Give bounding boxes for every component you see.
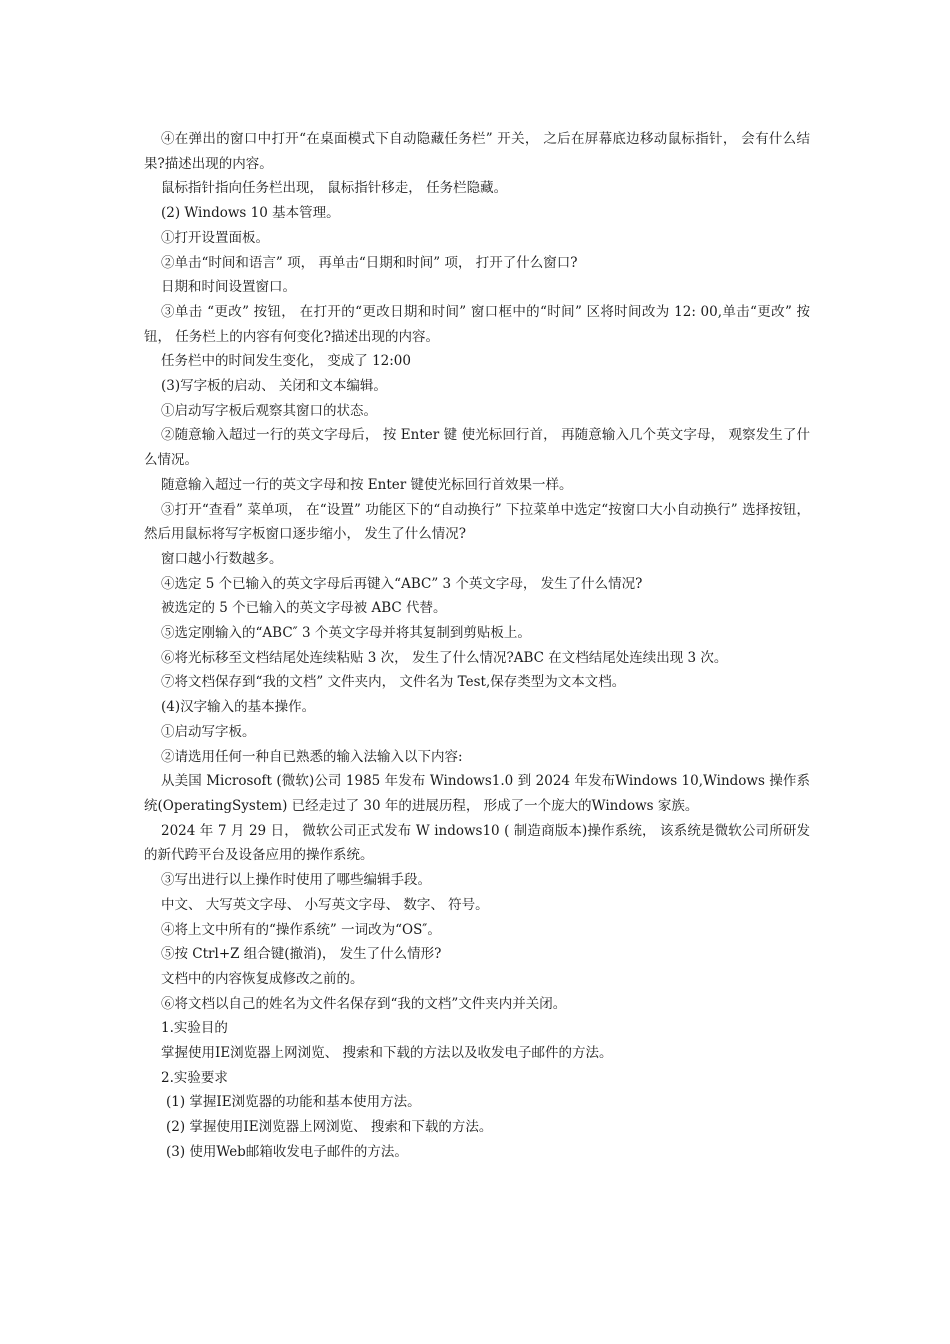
paragraph-28: ⑤按 Ctrl+Z 组合键(撤消)， 发生了什么情形? [161, 946, 442, 963]
paragraph-22: ②请选用任何一种自已熟悉的输入法输入以下内容: [161, 748, 463, 765]
paragraph-10: ①启动写字板后观察其窗口的状态。 [161, 402, 377, 419]
section-heading-2: (2) Windows 10 基本管理。 [161, 205, 340, 222]
paragraph-7: ③单击 “更改” 按钮， 在打开的“更改日期和时间” 窗口框中的“时间” 区将时间改为 12: 00,单击“更改” 按钮， 任务栏上的内容有何变化?描述出现的内容。 [144, 303, 810, 345]
paragraph-6: 日期和时间设置窗口。 [161, 279, 296, 296]
requirement-item-1: (1) 掌握IE浏览器的功能和基本使用方法。 [166, 1094, 421, 1111]
requirement-item-3: (3) 使用Web邮箱收发电子邮件的方法。 [166, 1143, 408, 1160]
paragraph-18: ⑥将光标移至文档结尾处连续粘贴 3 次， 发生了什么情况?ABC 在文档结尾处连续出现 3 次。 [161, 649, 728, 666]
paragraph-30: ⑥将文档以自己的姓名为文件名保存到“我的文档”文件夹内并关闭。 [161, 995, 567, 1012]
paragraph-1: ④在弹出的窗口中打开“在桌面模式下自动隐藏任务栏” 开关， 之后在屏幕底边移动鼠标指针， 会有什么结果?描述出现的内容。 [144, 131, 810, 172]
paragraph-32: 掌握使用IE浏览器上网浏览、 搜索和下载的方法以及收发电子邮件的方法。 [161, 1045, 613, 1062]
paragraph-25: ③写出进行以上操作时使用了哪些编辑手段。 [161, 872, 431, 889]
paragraph-19: ⑦将文档保存到“我的文档” 文件夹内， 文件名为 Test,保存类型为文本文档。 [161, 674, 626, 691]
paragraph-24: 2024 年 7 月 29 日， 微软公司正式发布 W indows10 ( 制造商版本)操作系统， 该系统是微软公司所研发的新代跨平台及设备应用的操作系统。 [144, 822, 810, 864]
paragraph-11: ②随意输入超过一行的英文字母后， 按 Enter 键 使光标回行首， 再随意输入几个英文字母， 观察发生了什么情况。 [144, 427, 810, 469]
paragraph-4: ①打开设置面板。 [161, 229, 269, 246]
paragraph-29: 文档中的内容恢复成修改之前的。 [161, 970, 364, 987]
paragraph-17: ⑤选定刚输入的“ABC″ 3 个英文字母并将其复制到剪贴板上。 [161, 625, 531, 642]
paragraph-12: 随意输入超过一行的英文字母和按 Enter 键使光标回行首效果一样。 [161, 476, 573, 493]
paragraph-26: 中文、 大写英文字母、 小写英文字母、 数字、 符号。 [161, 896, 489, 913]
document-body [144, 127, 810, 1165]
paragraph-16: 被选定的 5 个已输入的英文字母被 ABC 代替。 [161, 600, 447, 617]
paragraph-13: ③打开“查看” 菜单项， 在“设置” 功能区下的“自动换行” 下拉菜单中选定“按窗口大小自动换行” 选择按钮， 然后用鼠标将写字板窗口逐步缩小， 发生了什么情况? [144, 501, 810, 543]
paragraph-23: 从美国 Microsoft (微软)公司 1985 年发布 Windows1.0 到 2024 年发布Windows 10,Windows 操作系统(OperatingSystem) 已经走过了 30 年的进展历程， 形成了一个庞大的Windows 家族。 [144, 773, 810, 814]
paragraph-14: 窗口越小行数越多。 [161, 550, 283, 567]
paragraph-21: ①启动写字板。 [161, 723, 256, 740]
paragraph-15: ④选定 5 个已输入的英文字母后再键入“ABC” 3 个英文字母， 发生了什么情况? [161, 575, 643, 592]
paragraph-2: 鼠标指针指向任务栏出现， 鼠标指针移走， 任务栏隐藏。 [161, 180, 508, 197]
section-heading-3: (3)写字板的启动、 关闭和文本编辑。 [161, 378, 387, 395]
heading-experiment-requirements: 2.实验要求 [161, 1069, 228, 1086]
heading-experiment-purpose: 1.实验目的 [161, 1020, 228, 1037]
paragraph-5: ②单击“时间和语言” 项， 再单击“日期和时间” 项， 打开了什么窗口? [161, 254, 578, 271]
requirement-item-2: (2) 掌握使用IE浏览器上网浏览、 搜索和下载的方法。 [166, 1119, 493, 1136]
paragraph-27: ④将上文中所有的“操作系统” 一词改为“OS″。 [161, 921, 441, 938]
section-heading-4: (4)汉字输入的基本操作。 [161, 699, 316, 716]
paragraph-8: 任务栏中的时间发生变化， 变成了 12:00 [161, 353, 411, 370]
